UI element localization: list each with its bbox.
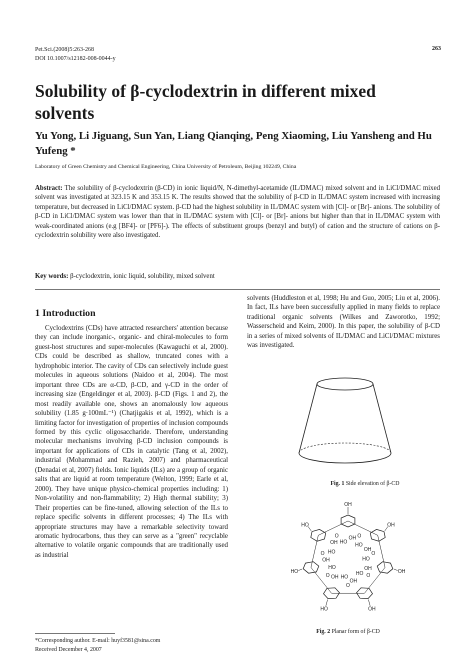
figure-1-caption bbox=[300, 481, 430, 487]
figure-1-caption-text: Side elevation of β-CD bbox=[345, 481, 400, 487]
keywords-text: β-cyclodextrin, ionic liquid, solubility, mixed solvent bbox=[70, 273, 215, 280]
author-list: Yu Yong, Li Jiguang, Sun Yan, Liang Qianqing, Peng Xiaoming, Liu Yansheng and Hu Yufeng * bbox=[35, 130, 432, 157]
inner-hydroxyl-label: HO bbox=[340, 574, 349, 581]
footnotes bbox=[35, 637, 160, 654]
affiliation: Laboratory of Green Chemistry and Chemical Engineering, China University of Petroleum, Beijing 102249, China bbox=[35, 164, 297, 170]
keywords-label: Key words: bbox=[35, 273, 69, 280]
glycosidic-bond bbox=[318, 521, 348, 535]
inner-hydroxyl-label: HO bbox=[355, 542, 363, 549]
inner-hydroxyl-label: HO bbox=[355, 570, 364, 577]
intro-paragraph: Cyclodextrins (CDs) have attracted researchers' attention because they can include inorganic-, organic- and chiral-molecules to form guest-host structures and super-molecules (Kawaguchi et al, 2000). CDs could be described as shallow, truncated cones with a hydrophobic interior. The cavity of CDs can selectively include guest molecules in aqueous solutions (Naidoo et al, 2004). The most important three CDs are α-CD, β-CD, and γ-CD in the order of increasing size (Engeldinger et al, 2003). β-CD (Figs. 1 and 2), the most readily available one, shows an anomalously low aqueous solubility (1.85 g·100mL⁻¹) (Chatjigakis et al, 1992), which is a limiting factor for investigation of properties of inclusion compounds formed by this cyclic oligosaccharide. Therefore, understanding molecular mechanisms involving β-CD inclusion compounds is important for applications of CDs in catalytic (Tang et al, 2002), industrial (Mohammad and Razieh, 2007) and pharmaceutical (Denadai et al, 2007) fields. Ionic liquids (ILs) are a group of organic salts that are liquid at room temperature (Welton, 1999; Earle et al, 2000). They have unique physico-chemical properties including: 1) Non-volatility and non-flammability; 2) High thermal stability; 3) Their properties can be fine-tuned, allowing selection of the ILs to replace specific solvents in different processes; 4) The ILs with appropriate structures may have a remarkable selectivity toward aromatic hydrocarbons, thus they can serve as a "green" recyclable alternative to volatile organic compounds that are traditionally used as industrial bbox=[35, 325, 228, 559]
footnote-divider bbox=[35, 633, 115, 634]
intro-continuation: solvents (Huddleston et al, 1998; Hu and Guo, 2005; Liu et al, 2006). In fact, ILs have been successfully applied in many fields to replace traditional organic solvents (Wilkes and Zaworotko, 1992; Wasserscheid and Keim, 2000). In this paper, the solubility of β-CD in a series of mixed solvents of IL/DMAC and LiCl/DMAC mixtures was investigated. bbox=[247, 295, 440, 350]
glycosidic-bond bbox=[311, 567, 332, 593]
oxygen-label: O bbox=[325, 573, 330, 580]
article-title: Solubility of β-cyclodextrin in different mixed solvents bbox=[35, 81, 376, 123]
corresponding-author: *Corresponding author. E-mail: huyf3581@sina.com bbox=[35, 638, 161, 644]
hydroxyl-label: HO bbox=[301, 522, 309, 529]
hydroxyl-label: OH bbox=[368, 606, 376, 613]
inner-hydroxyl-label: HO bbox=[327, 549, 336, 556]
hydroxyl-bond bbox=[368, 600, 370, 606]
inner-hydroxyl-label: HO bbox=[328, 565, 336, 572]
inner-hydroxyl-label: OH bbox=[322, 557, 330, 564]
oxygen-label: O bbox=[346, 583, 350, 590]
hydroxyl-bond bbox=[326, 600, 328, 606]
hydroxyl-label: OH bbox=[387, 522, 395, 529]
hydroxyl-label: HO bbox=[290, 569, 299, 576]
figure-1-cone-diagram bbox=[295, 375, 395, 467]
doi: DOI 10.1007/s12182-008-0044-y bbox=[35, 55, 116, 62]
abstract bbox=[35, 184, 440, 240]
figure-2-label: Fig. 2 bbox=[316, 629, 331, 635]
right-column bbox=[247, 294, 440, 351]
page-number: 263 bbox=[432, 46, 441, 52]
figure-1-label: Fig. 1 bbox=[330, 481, 345, 487]
abstract-label: Abstract: bbox=[35, 185, 63, 192]
oxygen-label: O bbox=[357, 533, 362, 540]
received-date: Received December 4, 2007 bbox=[35, 646, 102, 653]
inner-hydroxyl-label: OH bbox=[363, 546, 372, 553]
oxygen-label: O bbox=[334, 533, 339, 540]
oxygen-label: O bbox=[366, 573, 371, 580]
section-heading: 1 Introduction bbox=[35, 308, 96, 319]
inner-hydroxyl-label: OH bbox=[348, 535, 357, 542]
inner-hydroxyl-label: OH bbox=[349, 578, 358, 585]
abstract-text: The solubility of β-cyclodextrin (β-CD) in ionic liquid/N, N-dimethyl-acetamide (IL/DMAC) mixed solvent and in LiCl/DMAC mixed solvent was investigated at 323.15 K and 353.15 K. The results showed that the solubility of β-CD in IL/DMAC system increased with increasing temperature, but decreased in LiCl/DMAC system. β-CD had the highest solubility in IL/DMAC system with [Cl]- or [Br]- anions. The solubility of β-CD in LiCl/DMAC system was lower than that in IL/DMAC system with [Cl]- or [Br]- anions but higher than that in IL/DMAC system with weak-coordinated anions (e.g [BF4]- or [PF6]-). The effects of substituent groups (benzyl and butyl) of cation and the structure of cations on β-cyclodextrin solubility were also investigated. bbox=[35, 185, 440, 240]
hydroxyl-label: OH bbox=[397, 569, 406, 576]
oxygen-label: O bbox=[320, 551, 325, 558]
inner-hydroxyl-label: HO bbox=[339, 539, 348, 546]
keywords bbox=[35, 273, 440, 280]
inner-hydroxyl-label: HO bbox=[362, 556, 370, 563]
section-divider bbox=[35, 289, 440, 290]
hydroxyl-bond bbox=[298, 569, 302, 571]
hydroxyl-label: OH bbox=[344, 502, 352, 508]
inner-hydroxyl-label: OH bbox=[330, 574, 339, 581]
left-column bbox=[35, 324, 228, 560]
figure-2-caption bbox=[283, 629, 413, 635]
hydroxyl-label: HO bbox=[320, 606, 328, 613]
running-header bbox=[35, 46, 116, 63]
figure-2-caption-text: Planar form of β-CD bbox=[331, 629, 380, 635]
glycosidic-bond bbox=[348, 521, 378, 535]
journal-citation: Pet.Sci.(2008)5:263-268 bbox=[35, 47, 94, 53]
oxygen-label: O bbox=[371, 551, 376, 558]
inner-hydroxyl-label: OH bbox=[330, 540, 338, 547]
figure-2-structure-diagram bbox=[283, 492, 413, 627]
inner-hydroxyl-label: OH bbox=[364, 566, 372, 573]
